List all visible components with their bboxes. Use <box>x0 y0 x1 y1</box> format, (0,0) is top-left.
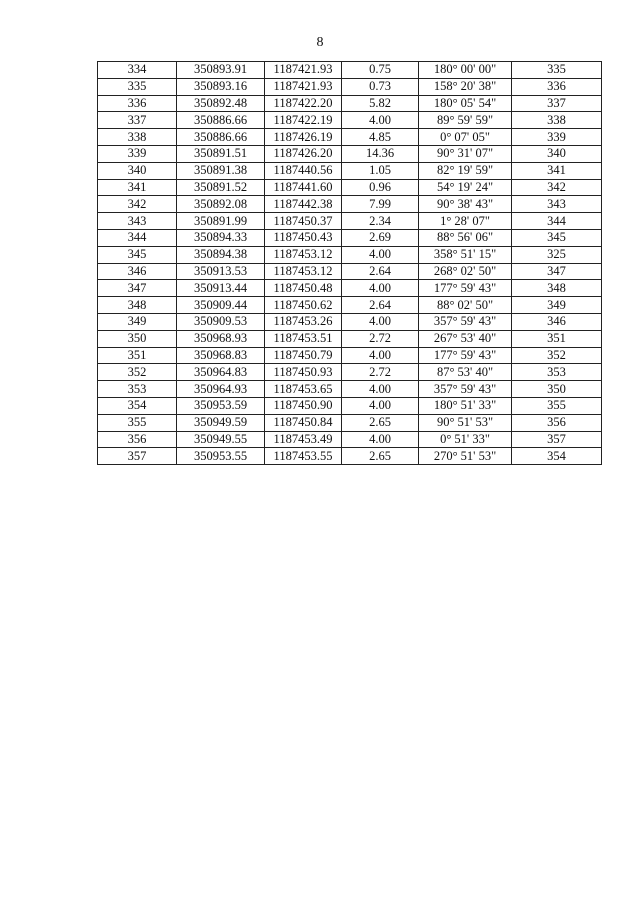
next-point-cell: 349 <box>512 297 602 314</box>
next-point-cell: 351 <box>512 330 602 347</box>
x-coordinate-cell: 350964.83 <box>177 364 265 381</box>
y-coordinate-cell: 1187450.79 <box>265 347 342 364</box>
y-coordinate-cell: 1187441.60 <box>265 179 342 196</box>
coordinates-table <box>97 61 602 465</box>
y-coordinate-cell: 1187450.90 <box>265 397 342 414</box>
bearing-cell: 180° 00' 00" <box>419 62 512 79</box>
next-point-cell: 354 <box>512 448 602 465</box>
point-number-cell: 344 <box>98 229 177 246</box>
x-coordinate-cell: 350891.99 <box>177 213 265 230</box>
y-coordinate-cell: 1187450.62 <box>265 297 342 314</box>
point-number-cell: 341 <box>98 179 177 196</box>
point-number-cell: 351 <box>98 347 177 364</box>
bearing-cell: 87° 53' 40" <box>419 364 512 381</box>
bearing-cell: 0° 51' 33" <box>419 431 512 448</box>
x-coordinate-cell: 350953.55 <box>177 448 265 465</box>
next-point-cell: 345 <box>512 229 602 246</box>
point-number-cell: 334 <box>98 62 177 79</box>
next-point-cell: 339 <box>512 129 602 146</box>
x-coordinate-cell: 350953.59 <box>177 397 265 414</box>
bearing-cell: 90° 51' 53" <box>419 414 512 431</box>
y-coordinate-cell: 1187421.93 <box>265 62 342 79</box>
next-point-cell: 357 <box>512 431 602 448</box>
next-point-cell: 356 <box>512 414 602 431</box>
distance-cell: 7.99 <box>342 196 419 213</box>
bearing-cell: 177° 59' 43" <box>419 280 512 297</box>
x-coordinate-cell: 350968.83 <box>177 347 265 364</box>
distance-cell: 4.00 <box>342 347 419 364</box>
x-coordinate-cell: 350886.66 <box>177 129 265 146</box>
bearing-cell: 0° 07' 05" <box>419 129 512 146</box>
table-row <box>98 196 602 213</box>
x-coordinate-cell: 350964.93 <box>177 381 265 398</box>
bearing-cell: 180° 05' 54" <box>419 95 512 112</box>
bearing-cell: 88° 02' 50" <box>419 297 512 314</box>
point-number-cell: 357 <box>98 448 177 465</box>
table-row <box>98 162 602 179</box>
point-number-cell: 350 <box>98 330 177 347</box>
point-number-cell: 337 <box>98 112 177 129</box>
bearing-cell: 158° 20' 38" <box>419 78 512 95</box>
bearing-cell: 358° 51' 15" <box>419 246 512 263</box>
x-coordinate-cell: 350909.44 <box>177 297 265 314</box>
x-coordinate-cell: 350891.52 <box>177 179 265 196</box>
table-row <box>98 330 602 347</box>
x-coordinate-cell: 350949.55 <box>177 431 265 448</box>
distance-cell: 2.72 <box>342 330 419 347</box>
table-row <box>98 246 602 263</box>
distance-cell: 2.34 <box>342 213 419 230</box>
next-point-cell: 355 <box>512 397 602 414</box>
distance-cell: 0.75 <box>342 62 419 79</box>
x-coordinate-cell: 350968.93 <box>177 330 265 347</box>
next-point-cell: 347 <box>512 263 602 280</box>
y-coordinate-cell: 1187453.12 <box>265 263 342 280</box>
y-coordinate-cell: 1187426.19 <box>265 129 342 146</box>
next-point-cell: 325 <box>512 246 602 263</box>
x-coordinate-cell: 350891.51 <box>177 145 265 162</box>
distance-cell: 4.00 <box>342 381 419 398</box>
bearing-cell: 88° 56' 06" <box>419 229 512 246</box>
point-number-cell: 339 <box>98 145 177 162</box>
point-number-cell: 348 <box>98 297 177 314</box>
distance-cell: 4.00 <box>342 313 419 330</box>
next-point-cell: 353 <box>512 364 602 381</box>
x-coordinate-cell: 350893.16 <box>177 78 265 95</box>
x-coordinate-cell: 350913.44 <box>177 280 265 297</box>
table-row <box>98 95 602 112</box>
bearing-cell: 268° 02' 50" <box>419 263 512 280</box>
y-coordinate-cell: 1187450.84 <box>265 414 342 431</box>
bearing-cell: 82° 19' 59" <box>419 162 512 179</box>
table-row <box>98 263 602 280</box>
next-point-cell: 335 <box>512 62 602 79</box>
point-number-cell: 338 <box>98 129 177 146</box>
bearing-cell: 180° 51' 33" <box>419 397 512 414</box>
table-row <box>98 364 602 381</box>
table-body <box>98 62 602 465</box>
bearing-cell: 90° 31' 07" <box>419 145 512 162</box>
point-number-cell: 352 <box>98 364 177 381</box>
bearing-cell: 177° 59' 43" <box>419 347 512 364</box>
next-point-cell: 343 <box>512 196 602 213</box>
table-row <box>98 112 602 129</box>
distance-cell: 14.36 <box>342 145 419 162</box>
x-coordinate-cell: 350893.91 <box>177 62 265 79</box>
y-coordinate-cell: 1187450.48 <box>265 280 342 297</box>
y-coordinate-cell: 1187442.38 <box>265 196 342 213</box>
x-coordinate-cell: 350892.08 <box>177 196 265 213</box>
y-coordinate-cell: 1187453.51 <box>265 330 342 347</box>
table-row <box>98 431 602 448</box>
distance-cell: 1.05 <box>342 162 419 179</box>
distance-cell: 2.69 <box>342 229 419 246</box>
next-point-cell: 341 <box>512 162 602 179</box>
point-number-cell: 355 <box>98 414 177 431</box>
y-coordinate-cell: 1187422.20 <box>265 95 342 112</box>
distance-cell: 2.65 <box>342 414 419 431</box>
next-point-cell: 348 <box>512 280 602 297</box>
distance-cell: 2.65 <box>342 448 419 465</box>
y-coordinate-cell: 1187426.20 <box>265 145 342 162</box>
table-row <box>98 179 602 196</box>
table-row <box>98 381 602 398</box>
distance-cell: 4.00 <box>342 112 419 129</box>
page-number: 8 <box>316 35 324 50</box>
bearing-cell: 90° 38' 43" <box>419 196 512 213</box>
distance-cell: 2.64 <box>342 263 419 280</box>
table-row <box>98 297 602 314</box>
y-coordinate-cell: 1187440.56 <box>265 162 342 179</box>
point-number-cell: 354 <box>98 397 177 414</box>
y-coordinate-cell: 1187450.43 <box>265 229 342 246</box>
point-number-cell: 346 <box>98 263 177 280</box>
y-coordinate-cell: 1187453.49 <box>265 431 342 448</box>
x-coordinate-cell: 350891.38 <box>177 162 265 179</box>
distance-cell: 4.00 <box>342 246 419 263</box>
y-coordinate-cell: 1187450.37 <box>265 213 342 230</box>
next-point-cell: 352 <box>512 347 602 364</box>
distance-cell: 4.85 <box>342 129 419 146</box>
distance-cell: 4.00 <box>342 280 419 297</box>
next-point-cell: 340 <box>512 145 602 162</box>
x-coordinate-cell: 350892.48 <box>177 95 265 112</box>
bearing-cell: 54° 19' 24" <box>419 179 512 196</box>
point-number-cell: 336 <box>98 95 177 112</box>
y-coordinate-cell: 1187450.93 <box>265 364 342 381</box>
point-number-cell: 345 <box>98 246 177 263</box>
distance-cell: 4.00 <box>342 431 419 448</box>
next-point-cell: 336 <box>512 78 602 95</box>
bearing-cell: 270° 51' 53" <box>419 448 512 465</box>
point-number-cell: 340 <box>98 162 177 179</box>
table-row <box>98 414 602 431</box>
table-row <box>98 129 602 146</box>
table-row <box>98 347 602 364</box>
y-coordinate-cell: 1187453.12 <box>265 246 342 263</box>
x-coordinate-cell: 350913.53 <box>177 263 265 280</box>
next-point-cell: 350 <box>512 381 602 398</box>
table-row <box>98 145 602 162</box>
bearing-cell: 89° 59' 59" <box>419 112 512 129</box>
x-coordinate-cell: 350894.33 <box>177 229 265 246</box>
y-coordinate-cell: 1187422.19 <box>265 112 342 129</box>
x-coordinate-cell: 350886.66 <box>177 112 265 129</box>
bearing-cell: 357° 59' 43" <box>419 313 512 330</box>
table-row <box>98 213 602 230</box>
table-row <box>98 280 602 297</box>
bearing-cell: 1° 28' 07" <box>419 213 512 230</box>
distance-cell: 0.96 <box>342 179 419 196</box>
distance-cell: 0.73 <box>342 78 419 95</box>
y-coordinate-cell: 1187421.93 <box>265 78 342 95</box>
next-point-cell: 342 <box>512 179 602 196</box>
next-point-cell: 344 <box>512 213 602 230</box>
next-point-cell: 338 <box>512 112 602 129</box>
point-number-cell: 342 <box>98 196 177 213</box>
x-coordinate-cell: 350949.59 <box>177 414 265 431</box>
table-row <box>98 229 602 246</box>
next-point-cell: 346 <box>512 313 602 330</box>
point-number-cell: 349 <box>98 313 177 330</box>
distance-cell: 2.72 <box>342 364 419 381</box>
point-number-cell: 356 <box>98 431 177 448</box>
table-row <box>98 62 602 79</box>
distance-cell: 5.82 <box>342 95 419 112</box>
table-row <box>98 78 602 95</box>
table-row <box>98 313 602 330</box>
y-coordinate-cell: 1187453.26 <box>265 313 342 330</box>
distance-cell: 2.64 <box>342 297 419 314</box>
point-number-cell: 343 <box>98 213 177 230</box>
table-row <box>98 448 602 465</box>
y-coordinate-cell: 1187453.55 <box>265 448 342 465</box>
table-row <box>98 397 602 414</box>
point-number-cell: 353 <box>98 381 177 398</box>
distance-cell: 4.00 <box>342 397 419 414</box>
bearing-cell: 267° 53' 40" <box>419 330 512 347</box>
x-coordinate-cell: 350909.53 <box>177 313 265 330</box>
y-coordinate-cell: 1187453.65 <box>265 381 342 398</box>
next-point-cell: 337 <box>512 95 602 112</box>
point-number-cell: 335 <box>98 78 177 95</box>
bearing-cell: 357° 59' 43" <box>419 381 512 398</box>
point-number-cell: 347 <box>98 280 177 297</box>
x-coordinate-cell: 350894.38 <box>177 246 265 263</box>
